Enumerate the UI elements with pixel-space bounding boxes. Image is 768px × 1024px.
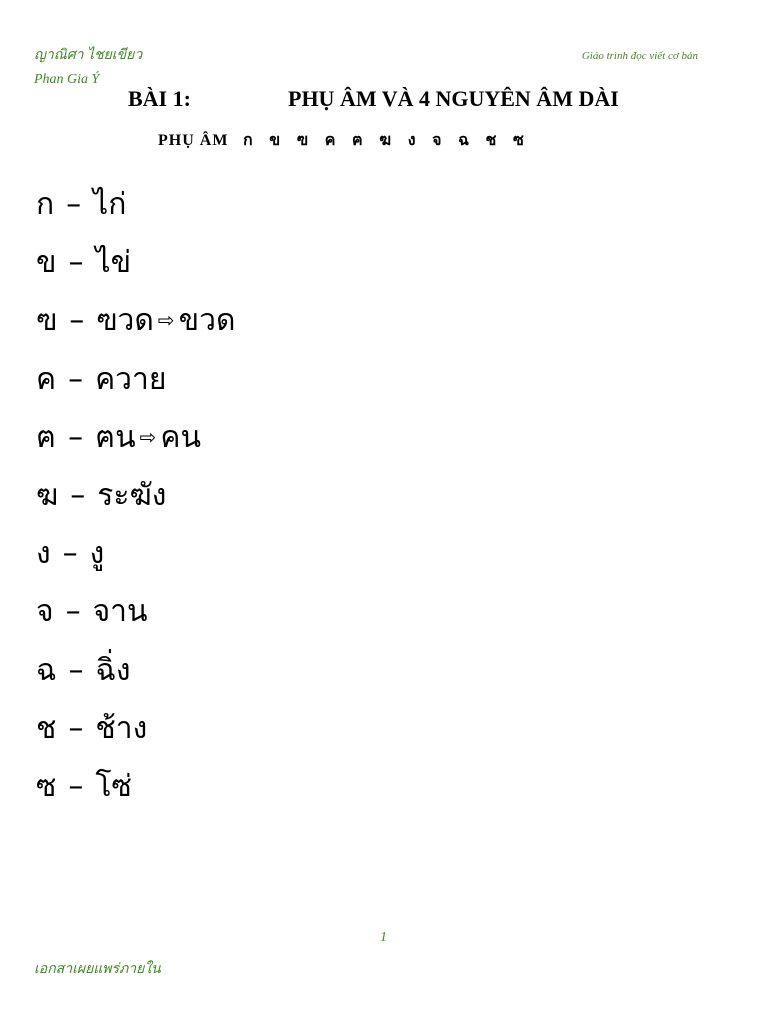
vocab-letter: ฆ xyxy=(36,477,59,513)
vocab-item xyxy=(36,704,235,762)
vocab-dash: – xyxy=(68,768,84,804)
arrow-right-icon: ⇨ xyxy=(157,308,175,333)
vocab-letter: ค xyxy=(36,361,57,397)
vocab-letter: ข xyxy=(36,245,57,281)
vocab-letter: ง xyxy=(36,536,51,572)
vocab-item xyxy=(36,646,235,704)
vocab-letter: ช xyxy=(36,710,57,746)
vocab-letter: จ xyxy=(36,594,54,630)
vocab-word: ช้าง xyxy=(95,710,148,746)
vocab-dash: – xyxy=(70,477,86,513)
consonant-letter: ฅ xyxy=(351,130,364,149)
vocab-word: จาน xyxy=(92,594,148,630)
footer-note: เอกสาเผยแพร่ภายใน xyxy=(34,962,161,977)
vocab-modern-word: คน xyxy=(160,419,201,455)
consonant-letter: ฃ xyxy=(296,130,310,149)
vocab-item xyxy=(36,587,235,645)
consonant-row xyxy=(158,128,534,153)
vocab-word: ฉิ่ง xyxy=(95,652,131,688)
vocab-dash: – xyxy=(68,361,84,397)
header-authors xyxy=(34,46,142,90)
consonant-letter: จ xyxy=(432,130,443,149)
arrow-right-icon: ⇨ xyxy=(139,424,157,449)
vocab-word: ระฆัง xyxy=(97,477,167,513)
vocab-dash: – xyxy=(62,536,78,572)
vocab-item xyxy=(36,529,235,587)
vocab-word: โซ่ xyxy=(95,768,132,804)
page-number: 1 xyxy=(380,930,387,945)
vocab-item xyxy=(36,413,235,471)
vocab-dash: – xyxy=(69,303,85,339)
vocab-item xyxy=(36,471,235,529)
consonant-letter: ซ xyxy=(512,130,525,149)
vocab-word: ไข่ xyxy=(95,245,132,281)
vocabulary-list xyxy=(36,180,235,820)
vocab-letter: ฃ xyxy=(36,303,58,339)
course-title: Giáo trình đọc viết cơ bản xyxy=(581,50,698,62)
lesson-heading xyxy=(128,86,619,112)
vocab-letter: ฉ xyxy=(36,652,57,688)
consonant-letter: ฉ xyxy=(458,130,470,149)
vocab-item xyxy=(36,296,235,354)
consonant-row-label: PHỤ ÂM xyxy=(158,132,229,149)
vocab-word: งู xyxy=(89,536,105,572)
vocab-dash: – xyxy=(65,594,81,630)
lesson-number: BÀI 1: xyxy=(128,86,191,111)
vocab-item xyxy=(36,762,235,820)
vocab-item xyxy=(36,180,235,238)
vocab-word: ไก่ xyxy=(93,187,127,222)
vocab-item xyxy=(36,238,235,296)
vocab-letter: ก xyxy=(36,187,55,222)
vocab-word: ฃวด xyxy=(96,303,154,339)
consonant-letter: ก xyxy=(243,130,254,149)
vocab-letter: ฅ xyxy=(36,419,57,455)
vocab-word: ฅน xyxy=(95,419,136,455)
author-thai-name: ญาณิศา ไชยเขียว xyxy=(34,48,143,63)
consonant-letter: ข xyxy=(269,130,282,149)
vocab-dash: – xyxy=(68,652,84,688)
vocab-dash: – xyxy=(68,245,84,281)
vocab-letter: ซ xyxy=(36,768,57,804)
vocab-dash: – xyxy=(68,710,84,746)
vocab-dash: – xyxy=(66,187,82,222)
vocab-item xyxy=(36,355,235,413)
lesson-title: PHỤ ÂM VÀ 4 NGUYÊN ÂM DÀI xyxy=(288,86,619,111)
author-vietnamese-name: Phan Gia Ý xyxy=(34,72,100,87)
vocab-modern-word: ขวด xyxy=(178,303,236,339)
consonant-letter: ง xyxy=(407,130,417,149)
consonant-letter: ค xyxy=(324,130,337,149)
vocab-dash: – xyxy=(68,419,84,455)
consonant-letter: ช xyxy=(485,130,498,149)
consonant-letter: ฆ xyxy=(379,130,393,149)
vocab-word: ควาย xyxy=(95,361,167,397)
